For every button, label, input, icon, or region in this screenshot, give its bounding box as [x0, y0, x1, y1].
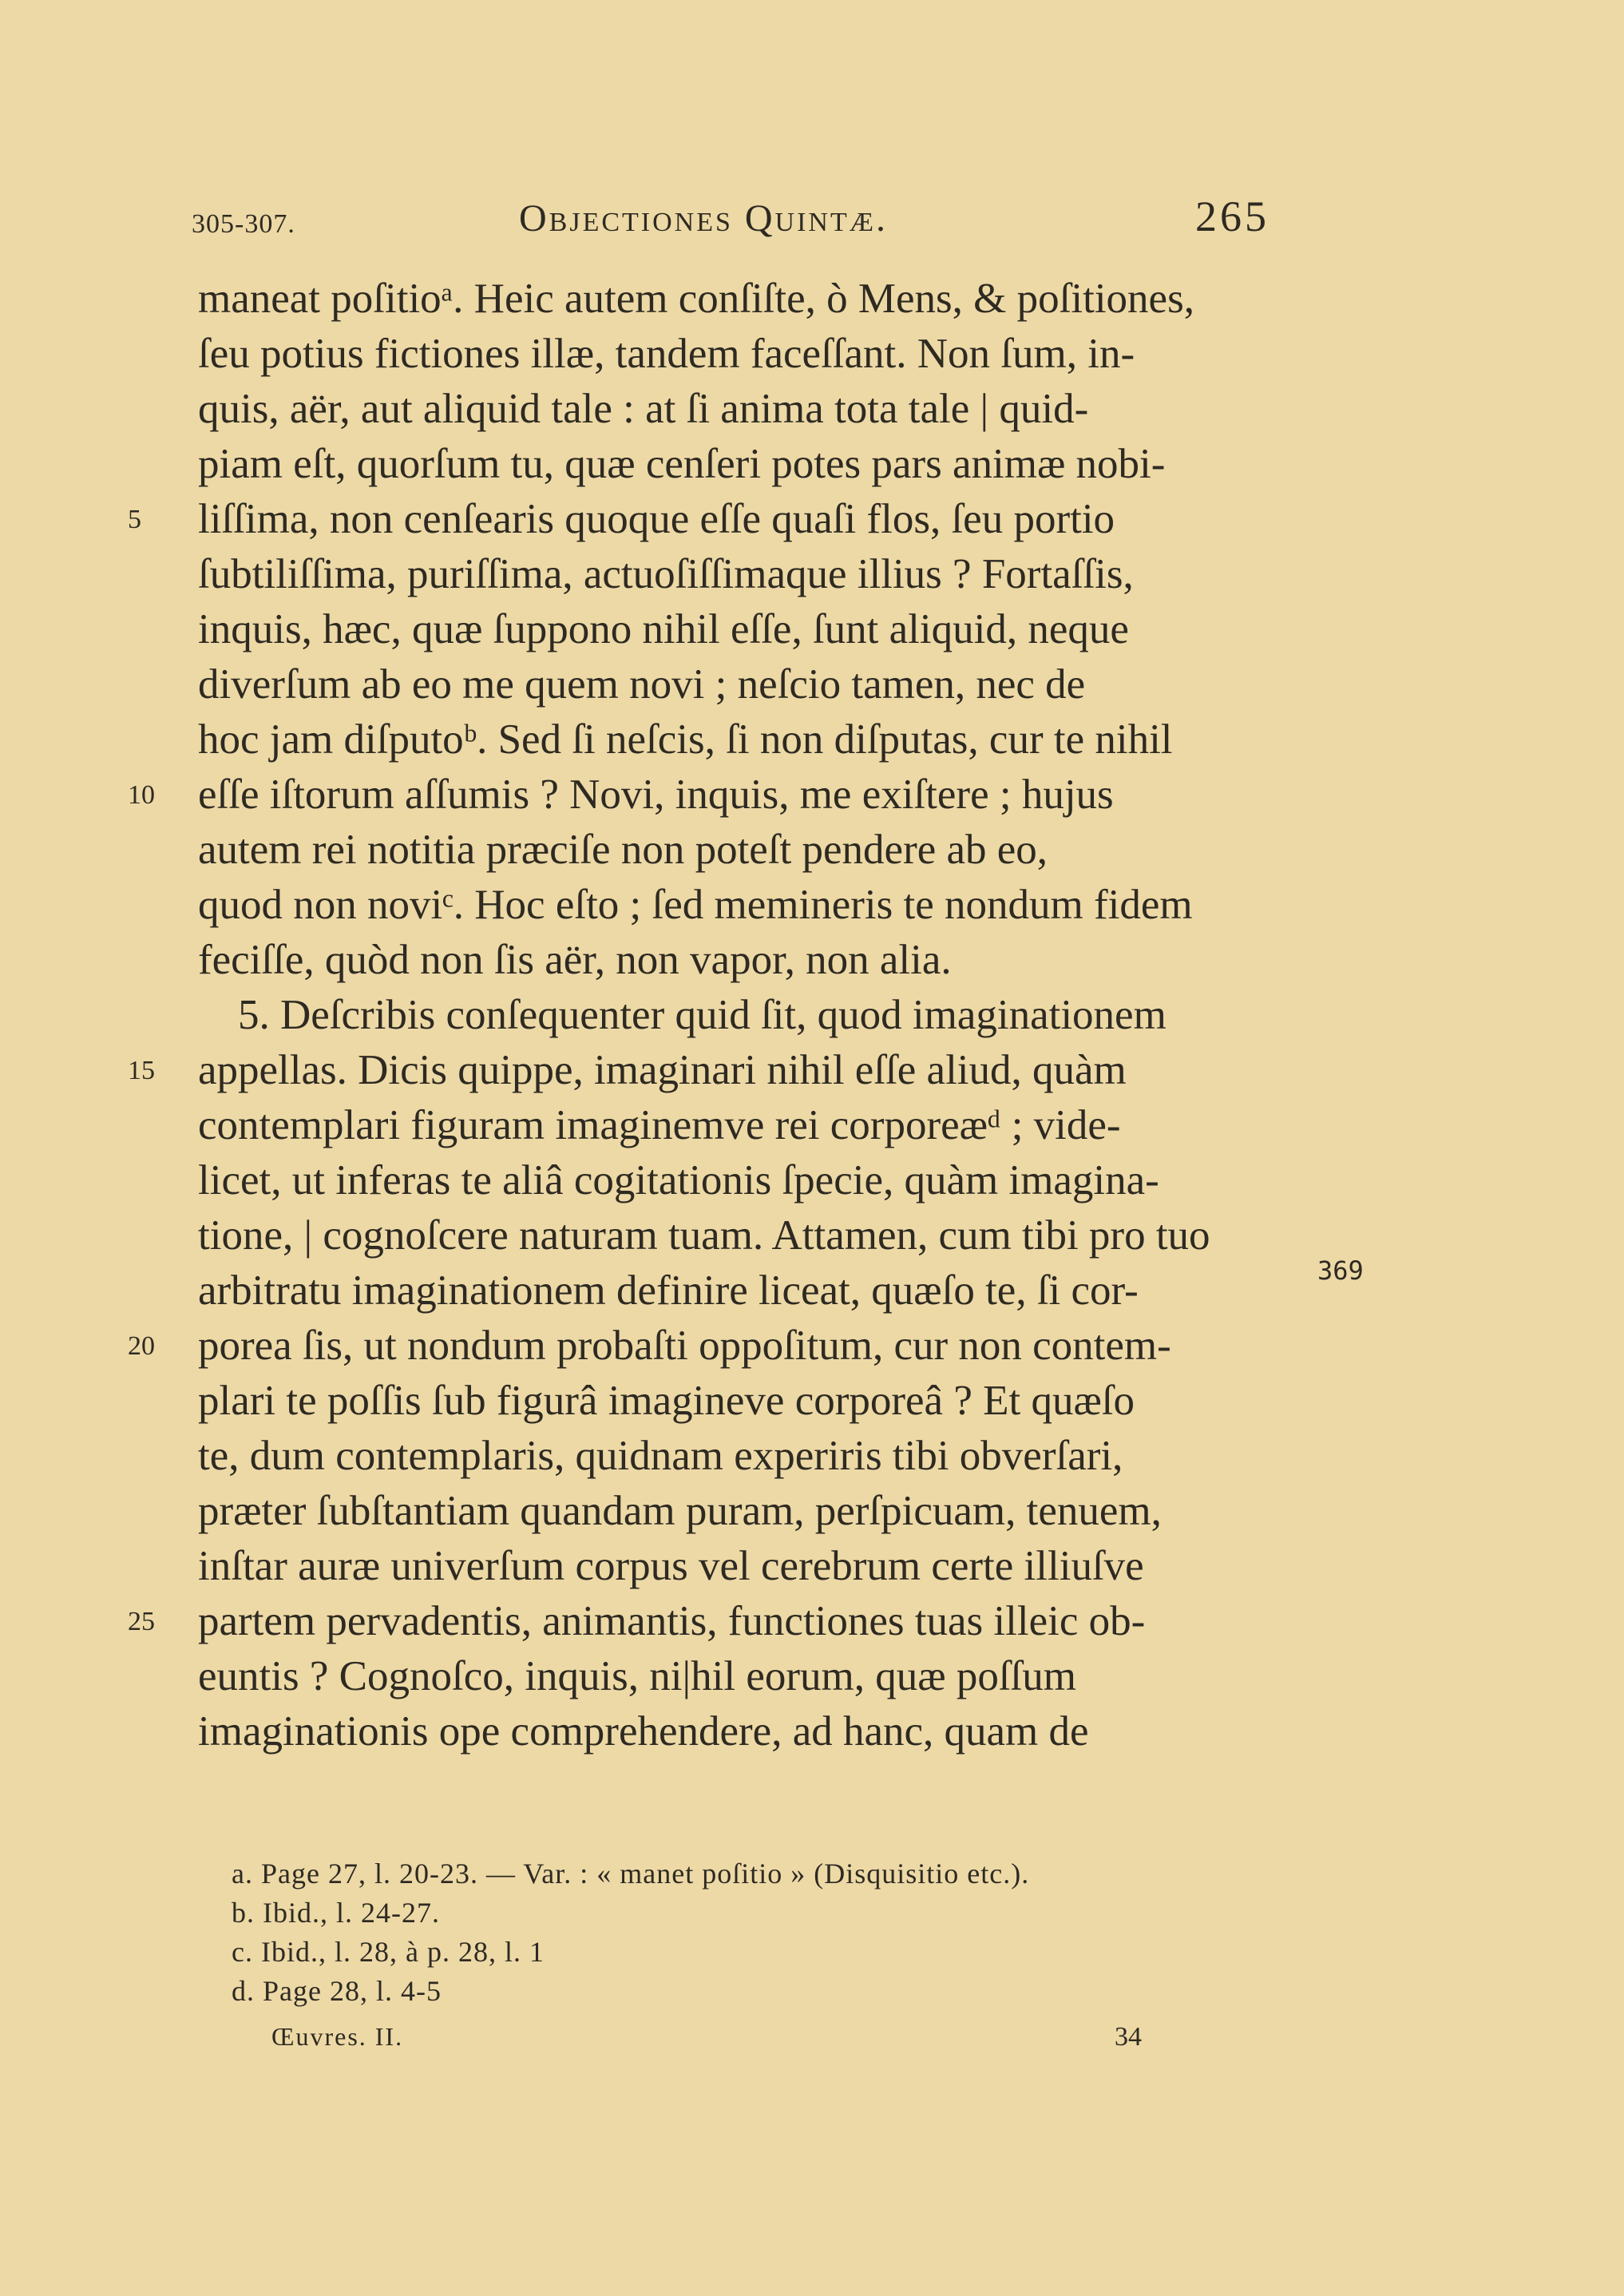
- text-line: [198, 712, 1276, 767]
- text-line: [198, 602, 1276, 657]
- text-line: [128, 1319, 1276, 1374]
- line-text: quis, aër, aut aliquid tale : at ſi anima tota tale | quid-: [198, 386, 1089, 432]
- line-text: hoc jam diſputoᵇ. Sed ſi neſcis, ſi non diſputas, cur te nihil: [198, 716, 1173, 763]
- text-line: [198, 1098, 1276, 1153]
- line-number: 15: [128, 1056, 155, 1085]
- text-line: [198, 1484, 1276, 1539]
- line-text: eſſe iſtorum aſſumis ? Novi, inquis, me exiſtere ; hujus: [198, 771, 1114, 818]
- text-line: [198, 1539, 1276, 1594]
- margin-page-reference: 369: [1317, 1255, 1364, 1286]
- main-text: [128, 272, 1276, 1759]
- text-line: [198, 1153, 1276, 1208]
- line-text: inſtar auræ univerſum corpus vel cerebrum certe illiuſve: [198, 1543, 1144, 1589]
- page-number: 265: [1195, 192, 1269, 240]
- line-text: liſſima, non cenſearis quoque eſſe quaſi flos, ſeu portio: [198, 496, 1115, 542]
- text-line: [128, 492, 1276, 547]
- text-line: [128, 767, 1276, 823]
- text-line: [198, 1429, 1276, 1484]
- line-text: tione, | cognoſcere naturam tuam. Attamen, cum tibi pro tuo: [198, 1212, 1210, 1259]
- line-text: ſeu potius fictiones illæ, tandem faceſſant. Non ſum, in-: [198, 331, 1135, 377]
- page-footer: [192, 2022, 1269, 2062]
- text-line: [198, 1704, 1276, 1759]
- line-text: diverſum ab eo me quem novi ; neſcio tamen, nec de: [198, 661, 1086, 708]
- footnote: b. Ibid., l. 24-27.: [232, 1897, 440, 1929]
- text-line: [198, 382, 1276, 437]
- line-text: licet, ut inferas te aliâ cogitationis ſpecie, quàm imagina-: [198, 1157, 1159, 1204]
- line-text: præter ſubſtantiam quandam puram, perſpicuam, tenuem,: [198, 1488, 1162, 1534]
- text-line: [198, 1374, 1276, 1429]
- footnote: a. Page 27, l. 20-23. — Var. : « manet poſitio » (Disquisitio etc.).: [232, 1858, 1030, 1890]
- text-line: [198, 547, 1276, 602]
- line-text: quod non noviᶜ. Hoc eſto ; ſed memineris te nondum fidem: [198, 882, 1193, 928]
- line-text: arbitratu imaginationem definire liceat, quæſo te, ſi cor-: [198, 1267, 1139, 1314]
- text-line: [128, 1594, 1276, 1649]
- line-text: plari te poſſis ſub figurâ imagineve corporeâ ? Et quæſo: [198, 1378, 1135, 1424]
- line-text: ſubtiliſſima, puriſſima, actuoſiſſimaque illius ? Fortaſſis,: [198, 551, 1134, 597]
- line-number: 5: [128, 505, 141, 534]
- line-text: autem rei notitia præciſe non poteſt pendere ab eo,: [198, 827, 1048, 873]
- running-header: [192, 192, 1269, 248]
- line-text: euntis ? Cognoſco, inquis, ni|hil eorum, quæ poſſum: [198, 1653, 1077, 1699]
- signature-mark: Œuvres. II.: [271, 2022, 404, 2051]
- line-text: imaginationis ope comprehendere, ad hanc, quam de: [198, 1708, 1089, 1755]
- text-line: [198, 272, 1276, 327]
- line-text: partem pervadentis, animantis, functiones tuas illeic ob-: [198, 1598, 1146, 1644]
- line-text: porea ſis, ut nondum probaſti oppoſitum, cur non contem-: [198, 1322, 1171, 1369]
- running-title: Objectiones Quintæ.: [519, 197, 888, 240]
- text-line: [198, 933, 1276, 988]
- line-text: piam eſt, quorſum tu, quæ cenſeri potes pars animæ nobi-: [198, 441, 1166, 487]
- text-line: [198, 988, 1276, 1043]
- text-line: [198, 823, 1276, 878]
- text-line: [198, 878, 1276, 933]
- footnote: c. Ibid., l. 28, à p. 28, l. 1: [232, 1936, 545, 1968]
- text-line: [198, 437, 1276, 492]
- page-range: 305-307.: [192, 209, 295, 239]
- line-text: feciſſe, quòd non ſis aër, non vapor, non alia.: [198, 937, 952, 983]
- text-line: [128, 1043, 1276, 1098]
- text-line: [198, 657, 1276, 712]
- line-text: appellas. Dicis quippe, imaginari nihil eſſe aliud, quàm: [198, 1047, 1127, 1093]
- text-line: [198, 327, 1276, 382]
- line-text: te, dum contemplaris, quidnam experiris tibi obverſari,: [198, 1433, 1123, 1479]
- text-line: [198, 1263, 1276, 1319]
- line-text: maneat poſitioᵃ. Heic autem conſiſte, ò Mens, & poſitiones,: [198, 276, 1194, 322]
- line-number: 25: [128, 1607, 155, 1636]
- line-text: contemplari figuram imaginemve rei corporeæᵈ ; vide-: [198, 1102, 1121, 1148]
- signature-number: 34: [1115, 2022, 1142, 2052]
- text-line: [198, 1208, 1276, 1263]
- line-text: inquis, hæc, quæ ſuppono nihil eſſe, ſunt aliquid, neque: [198, 606, 1129, 652]
- footnotes: [232, 1854, 1269, 2011]
- line-number: 20: [128, 1331, 155, 1361]
- line-number: 10: [128, 780, 155, 810]
- line-text: 5. Deſcribis conſequenter quid ſit, quod imaginationem: [238, 992, 1167, 1038]
- footnote: d. Page 28, l. 4-5: [232, 1975, 442, 2007]
- text-line: [198, 1649, 1276, 1704]
